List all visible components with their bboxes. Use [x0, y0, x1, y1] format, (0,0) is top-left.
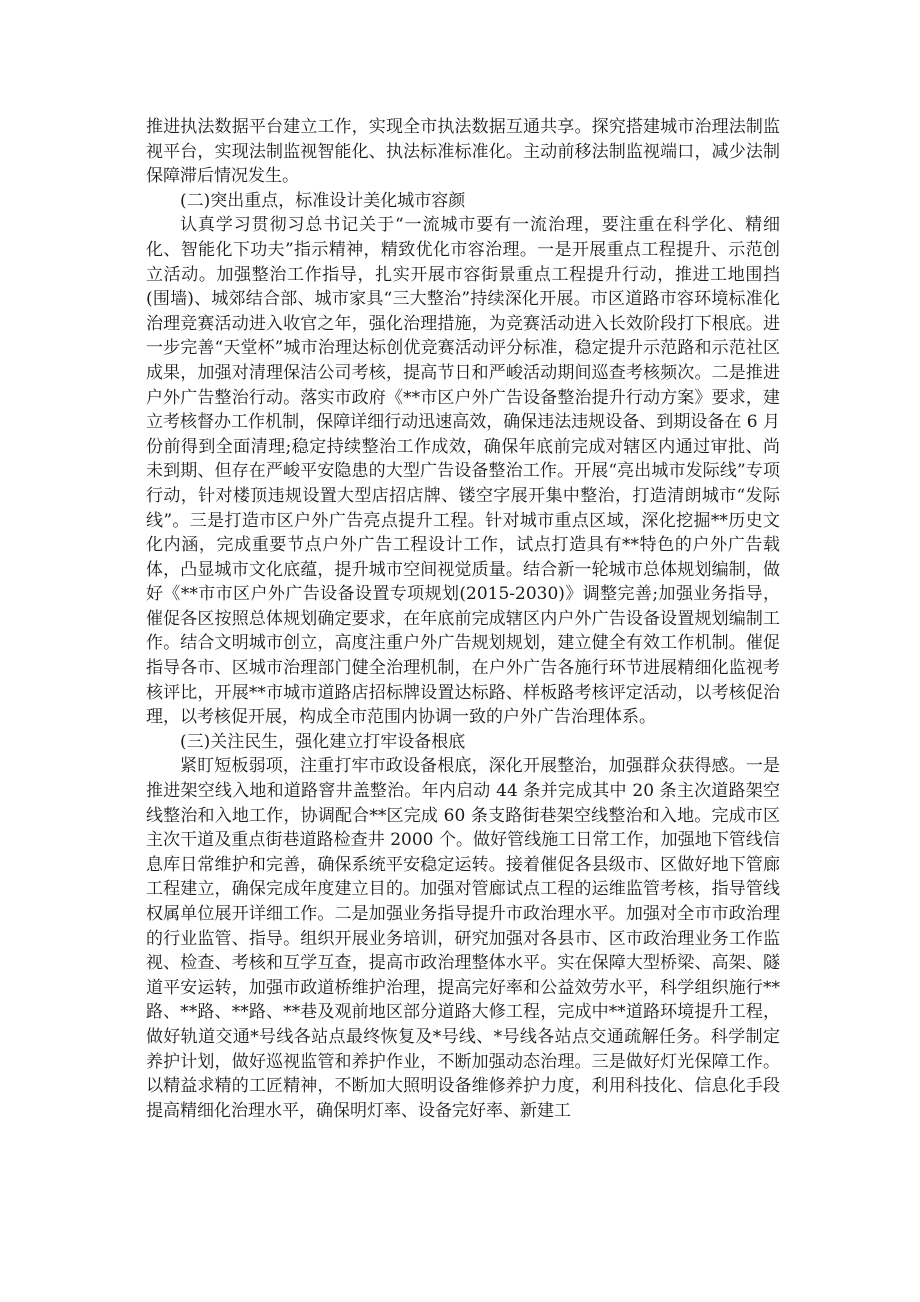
document-body: [146, 115, 780, 1123]
paragraph-section-2: 认真学习贯彻习总书记关于“一流城市要有一流治理，要注重在科学化、精细化、智能化下功夫”指示精神，精致优化市容治理。一是开展重点工程提升、示范创立活动。加强整治工作指导，扎实开展市容街景重点工程提升行动，推进工地围挡(围墙)、城郊结合部、城市家具“三大整治”持续深化开展。市区道路市容环境标准化治理竞赛活动进入收官之年，强化治理措施，为竞赛活动进入长效阶段打下根底。进一步完善“天堂杯”城市治理达标创优竞赛活动评分标准，稳定提升示范路和示范社区成果，加强对清理保洁公司考核，提高节日和严峻活动期间巡查考核频次。二是推进户外广告整治行动。落实市政府《**市区户外广告设备整治提升行动方案》要求，建立考核督办工作机制，保障详细行动迅速高效，确保违法违规设备、到期设备在 6 月份前得到全面清理;稳定持续整治工作成效，确保年底前完成对辖区内通过审批、尚未到期、但存在严峻平安隐患的大型广告设备整治工作。开展“亮出城市发际线”专项行动，针对楼顶违规设置大型店招店牌、镂空字展开集中整治，打造清朗城市“发际线”。三是打造市区户外广告亮点提升工程。针对城市重点区域，深化挖掘**历史文化内涵，完成重要节点户外广告工程设计工作，试点打造具有**特色的户外广告载体，凸显城市文化底蕴，提升城市空间视觉质量。结合新一轮城市总体规划编制，做好《**市市区户外广告设备设置专项规划(2015-2030)》调整完善;加强业务指导，催促各区按照总体规划确定要求，在年底前完成辖区内户外广告设备设置规划编制工作。结合文明城市创立，高度注重户外广告规划规划，建立健全有效工作机制。催促指导各市、区城市治理部门健全治理机制，在户外广告各施行环节进展精细化监视考核评比，开展**市城市道路店招标牌设置达标路、样板路考核评定活动，以考核促治理，以考核促开展，构成全市范围内协调一致的户外广告治理体系。: [146, 215, 780, 728]
paragraph-section-3: 紧盯短板弱项，注重打牢市政设备根底，深化开展整治，加强群众获得感。一是推进架空线入地和道路窨井盖整治。年内启动 44 条并完成其中 20 条主次道路架空线整治和入地工作，协调配合**区完成 60 条支路街巷架空线整治和入地。完成市区主次干道及重点街巷道路检查井 2000 个。做好管线施工日常工作，加强地下管线信息库日常维护和完善，确保系统平安稳定运转。接着催促各县级市、区做好地下管廊工程建立，确保完成年度建立目的。加强对管廊试点工程的运维监管考核，指导管线权属单位展开详细工作。二是加强业务指导提升市政治理水平。加强对全市市政治理的行业监管、指导。组织开展业务培训，研究加强对各县市、区市政治理业务工作监视、检查、考核和互学互查，提高市政治理整体水平。实在保障大型桥梁、高架、隧道平安运转，加强市政道桥维护治理，提高完好率和公益效劳水平，科学组织施行**路、**路、**路、**巷及观前地区部分道路大修工程，完成中**道路环境提升工程，做好轨道交通*号线各站点最终恢复及*号线、*号线各站点交通疏解任务。科学制定养护计划，做好巡视监管和养护作业，不断加强动态治理。三是做好灯光保障工作。以精益求精的工匠精神，不断加大照明设备维修养护力度，利用科技化、信息化手段提高精细化治理水平，确保明灯率、设备完好率、新建工: [146, 756, 780, 1121]
section-heading-2: (二)突出重点，标准设计美化城市容颜: [180, 190, 466, 211]
section-heading-3: (三)关注民生，强化建立打牢设备根底: [180, 731, 466, 752]
paragraph-intro-continuation: 推进执法数据平台建立工作，实现全市执法数据互通共享。探究搭建城市治理法制监视平台，实现法制监视智能化、执法标准标准化。主动前移法制监视端口，减少法制保障滞后情况发生。: [146, 117, 780, 187]
